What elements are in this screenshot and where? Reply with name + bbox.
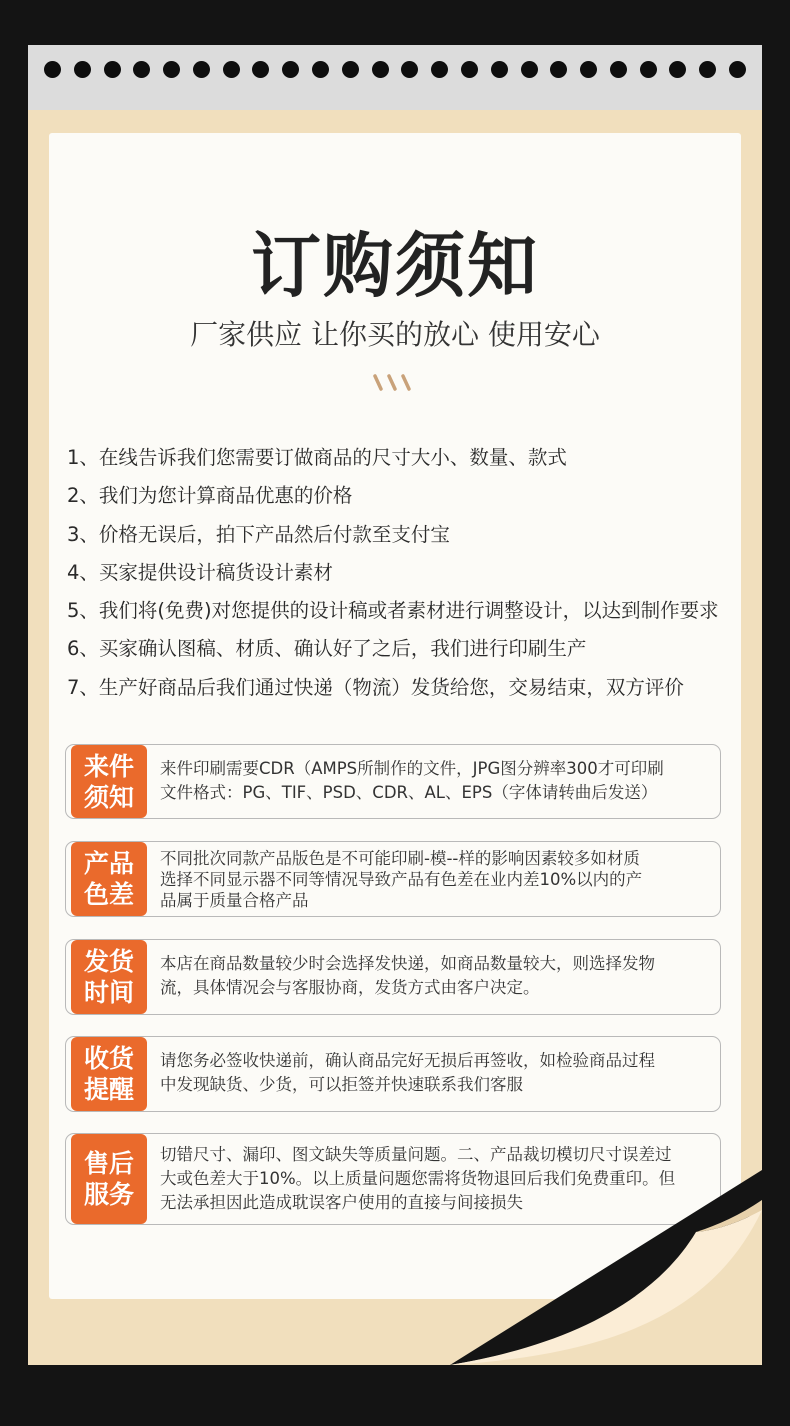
binding-holes (44, 61, 746, 79)
notice-text-line: 无法承担因此造成耽误客户使用的直接与间接损失 (160, 1193, 523, 1212)
notice-tag-line: 提醒 (83, 1075, 134, 1104)
notice-tag (71, 745, 147, 818)
slash-ornament-icon (371, 373, 419, 393)
binding-hole-icon (431, 61, 448, 78)
notice-text-line: 中发现缺货、少货，可以拒签并快速联系我们客服 (160, 1074, 523, 1094)
notice-tag (71, 842, 147, 916)
order-step: 1、在线告诉我们您需要订做商品的尺寸大小、数量、款式 (67, 446, 567, 469)
notice-color-difference (65, 841, 721, 917)
notice-tag (71, 1037, 147, 1111)
page-subtitle: 厂家供应 让你买的放心 使用安心 (190, 318, 600, 351)
binding-hole-icon (729, 61, 746, 78)
binding-hole-icon (610, 61, 627, 78)
binding-hole-icon (550, 61, 567, 78)
notice-tag-line: 售后 (83, 1149, 134, 1178)
notice-tag-line: 时间 (83, 978, 134, 1007)
binding-hole-icon (401, 61, 418, 78)
binding-hole-icon (372, 61, 389, 78)
notice-tag-line: 来件 (83, 751, 134, 781)
notice-text-line: 切错尺寸、漏印、图文缺失等质量问题。二、产品裁切模切尺寸误差过 (160, 1145, 672, 1164)
notice-tag-line: 须知 (83, 782, 134, 812)
binding-hole-icon (491, 61, 508, 78)
binding-hole-icon (461, 61, 478, 78)
order-step: 7、生产好商品后我们通过快递（物流）发货给您，交易结束，双方评价 (67, 675, 684, 699)
notice-text-line: 大或色差大于10%。以上质量问题您需将货物退回后我们免费重印。但 (160, 1169, 676, 1188)
binding-hole-icon (282, 61, 299, 78)
notice-tag-line: 产品 (83, 849, 134, 878)
order-step: 5、我们将(免费)对您提供的设计稿或者素材进行调整设计，以达到制作要求 (67, 599, 719, 623)
order-step: 3、价格无误后，拍下产品然后付款至支付宝 (67, 522, 450, 546)
page-title: 订购须知 (251, 225, 539, 307)
binding-hole-icon (521, 61, 538, 78)
page-curl-icon (450, 1170, 780, 1390)
binding-hole-icon (342, 61, 359, 78)
binding-hole-icon (312, 61, 329, 78)
notice-tag-line: 服务 (83, 1180, 134, 1209)
notice-text-line: 本店在商品数量较少时会选择发快递，如商品数量较大，则选择发物 (160, 954, 655, 973)
notice-tag-line: 色差 (83, 880, 134, 909)
notice-text-line: 流，具体情况会与客服协商，发货方式由客户决定。 (160, 977, 540, 997)
notice-tag-line: 发货 (83, 947, 134, 976)
binding-strip (28, 45, 762, 110)
binding-hole-icon (133, 61, 150, 78)
binding-hole-icon (699, 61, 716, 78)
binding-hole-icon (74, 61, 91, 78)
notice-text-line: 不同批次同款产品版色是不可能印刷-模--样的影响因素较多如材质 (160, 849, 640, 868)
binding-hole-icon (669, 61, 686, 78)
binding-hole-icon (580, 61, 597, 78)
notice-text (160, 848, 712, 911)
binding-hole-icon (193, 61, 210, 78)
notice-text (160, 1049, 712, 1096)
notice-shipping-time (65, 939, 721, 1015)
content-card (49, 133, 741, 1299)
order-step: 4、买家提供设计稿货设计素材 (67, 560, 333, 584)
notice-file-requirements (65, 744, 721, 819)
notice-text-line: 选择不同显示器不同等情况导致产品有色差在业内差10%以内的产 (160, 870, 643, 889)
notice-text (160, 952, 712, 999)
notepad-background (28, 45, 762, 1365)
order-step: 6、买家确认图稿、材质、确认好了之后，我们进行印刷生产 (67, 637, 587, 661)
notice-text-line: 请您务必签收快递前，确认商品完好无损后再签收，如检验商品过程 (160, 1051, 655, 1070)
order-steps-list (67, 439, 739, 707)
notice-text-line: 文件格式：PG、TIF、PSD、CDR、AL、EPS（字体请转曲后发送） (160, 782, 658, 802)
notice-text (160, 757, 712, 804)
notice-text-line: 来件印刷需要CDR（AMPS所制作的文件，JPG图分辨率300才可印刷 (160, 759, 664, 778)
notice-text-line: 品属于质量合格产品 (160, 891, 309, 910)
binding-hole-icon (163, 61, 180, 78)
order-step: 2、我们为您计算商品优惠的价格 (67, 484, 353, 508)
binding-hole-icon (104, 61, 121, 78)
binding-hole-icon (44, 61, 61, 78)
notice-tag (71, 940, 147, 1014)
notice-tag (71, 1134, 147, 1224)
binding-hole-icon (252, 61, 269, 78)
binding-hole-icon (640, 61, 657, 78)
notice-tag-line: 收货 (83, 1044, 134, 1073)
notice-receipt-reminder (65, 1036, 721, 1112)
binding-hole-icon (223, 61, 240, 78)
